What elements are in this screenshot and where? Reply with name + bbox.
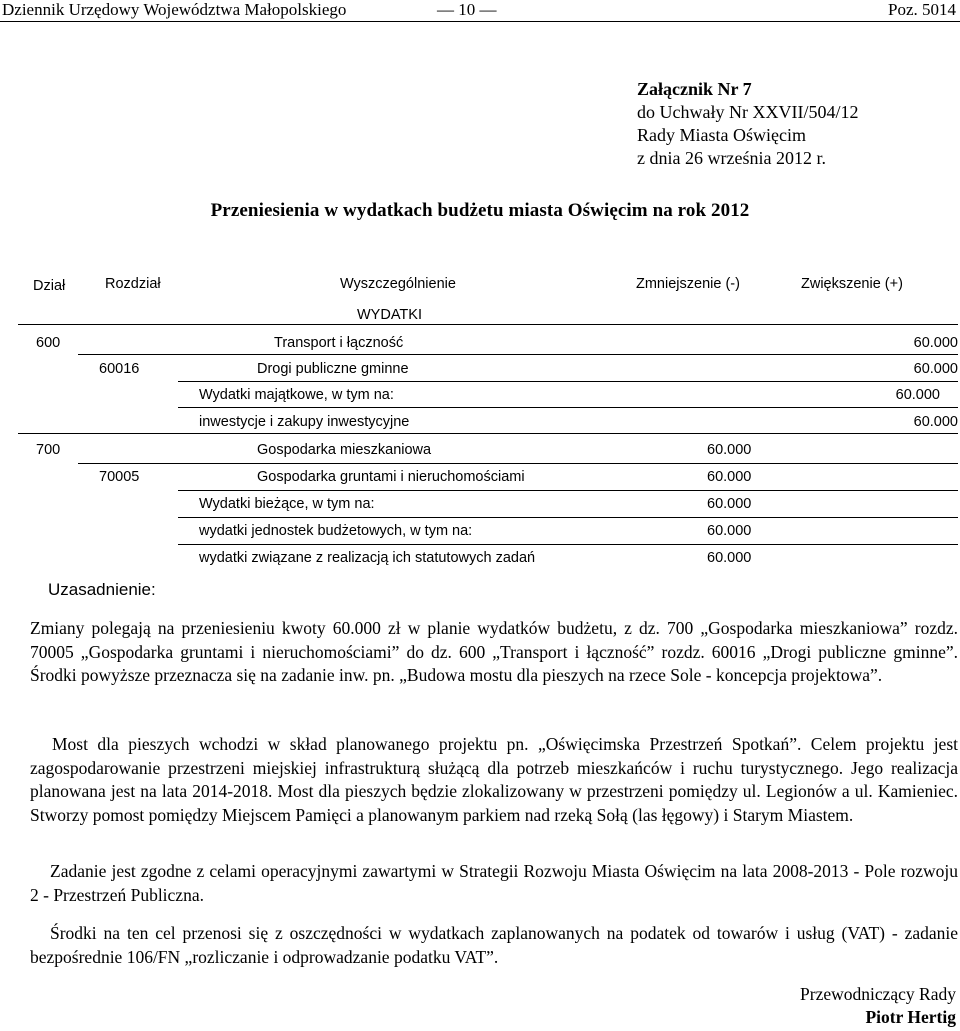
position-number: Poz. 5014 xyxy=(888,0,956,19)
signature-name: Piotr Hertig xyxy=(865,1007,956,1027)
annex-number: Załącznik Nr 7 xyxy=(637,79,752,99)
row-minus: 60.000 xyxy=(707,550,752,566)
row-plus: 60.000 xyxy=(895,387,940,403)
paragraph-text: Zadanie jest zgodne z celami operacyjnymi zawartymi w Strategii Rozwoju Miasta Oświęcim na lata 2008-2013 - Pole rozwoju 2 - Przestrzeń Publiczna. xyxy=(30,861,958,905)
header-rule xyxy=(0,21,960,22)
row-desc: Wydatki bieżące, w tym na: xyxy=(199,496,375,512)
annex-council: Rady Miasta Oświęcim xyxy=(637,125,806,145)
row-separator xyxy=(78,463,958,464)
row-desc: Gospodarka mieszkaniowa xyxy=(257,442,432,458)
row-separator xyxy=(78,354,958,355)
paragraph-text: Most dla pieszych wchodzi w skład planowanego projektu pn. „Oświęcimska Przestrzeń Spotkań”. Celem projektu jest zagospodarowanie przestrzeni miejskiej infrastrukturą służącą dla potrzeb mieszkańców i ruchu turystycznego. Jego realizacja planowana jest na lata 2014-2018. Most dla pieszych będzie zlokalizowany w przestrzeni pomiędzy ul. Legionów a ul. Kamieniec. Stworzy pomost pomiędzy Miejscem Pamięci a planowanym parkiem nad rzeką Sołą (las łęgowy) i Starym Miastem. xyxy=(30,734,958,825)
row-plus: 60.000 xyxy=(913,414,958,430)
row-plus: 60.000 xyxy=(913,361,958,377)
justification-paragraph-4 xyxy=(30,922,958,969)
header-wyszczegolnienie: Wyszczególnienie xyxy=(340,276,456,292)
document-title xyxy=(0,200,960,222)
annex-date: z dnia 26 września 2012 r. xyxy=(637,148,826,168)
row-separator xyxy=(178,381,958,382)
row-desc: Gospodarka gruntami i nieruchomościami xyxy=(257,469,525,485)
row-dzial: 700 xyxy=(36,442,61,458)
signature-role: Przewodniczący Rady xyxy=(800,984,956,1004)
justification-paragraph-2 xyxy=(30,733,958,827)
row-separator xyxy=(18,324,958,325)
row-rozdzial: 60016 xyxy=(99,361,140,377)
annex-block xyxy=(637,78,858,170)
page-header xyxy=(0,0,960,20)
paragraph-text: Środki na ten cel przenosi się z oszczędności w wydatkach zaplanowanych na podatek od towarów i usług (VAT) - zadanie bezpośrednie 106/FN „rozliczanie i odprowadzanie podatku VAT”. xyxy=(30,923,958,967)
row-separator xyxy=(18,433,958,434)
row-separator xyxy=(178,517,958,518)
row-minus: 60.000 xyxy=(707,496,752,512)
row-desc: Wydatki majątkowe, w tym na: xyxy=(199,387,394,403)
paragraph-text: Zmiany polegają na przeniesieniu kwoty 60.000 zł w planie wydatków budżetu, z dz. 700 „Gospodarka mieszkaniowa” rozdz. 70005 „Gospodarka gruntami i nieruchomościami” do dz. 600 „Transport i łączność” rozdz. 60016 „Drogi publiczne gminne”. Środki powyższe przeznacza się na zadanie inw. pn. „Budowa mostu dla pieszych na rzece Sole - koncepcja projektowa”. xyxy=(30,618,958,685)
page-number: — 10 — xyxy=(437,0,497,19)
row-minus: 60.000 xyxy=(707,469,752,485)
header-zwiekszenie: Zwiększenie (+) xyxy=(801,276,903,292)
row-minus: 60.000 xyxy=(707,442,752,458)
row-desc: Transport i łączność xyxy=(274,335,404,351)
row-desc: wydatki jednostek budżetowych, w tym na: xyxy=(199,523,473,539)
row-separator xyxy=(178,544,958,545)
row-dzial: 600 xyxy=(36,335,61,351)
uzasadnienie-label: Uzasadnienie: xyxy=(48,580,156,599)
row-rozdzial: 70005 xyxy=(99,469,140,485)
journal-name: Dziennik Urzędowy Województwa Małopolskiego xyxy=(2,0,347,19)
justification-paragraph-3 xyxy=(30,860,958,907)
row-desc: Drogi publiczne gminne xyxy=(257,361,409,377)
header-zmniejszenie: Zmniejszenie (-) xyxy=(636,276,740,292)
header-rozdzial: Rozdział xyxy=(105,276,161,292)
row-separator xyxy=(178,490,958,491)
row-minus: 60.000 xyxy=(707,523,752,539)
row-plus: 60.000 xyxy=(913,335,958,351)
justification-paragraph-1 xyxy=(30,617,958,688)
document-title-text: Przeniesienia w wydatkach budżetu miasta Oświęcim na rok 2012 xyxy=(210,200,750,221)
section-wydatki: WYDATKI xyxy=(357,307,422,323)
annex-resolution: do Uchwały Nr XXVII/504/12 xyxy=(637,102,859,122)
row-separator xyxy=(178,407,958,408)
row-desc: wydatki związane z realizacją ich statutowych zadań xyxy=(199,550,536,566)
row-desc: inwestycje i zakupy inwestycyjne xyxy=(199,414,410,430)
header-dzial: Dział xyxy=(33,278,66,294)
